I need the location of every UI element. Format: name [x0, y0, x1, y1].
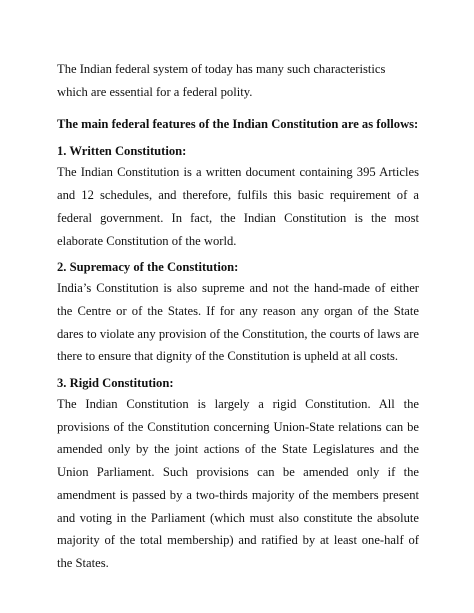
section-body: The Indian Constitution is largely a rigid Constitution. All the provisions of the Constitution concerning Union-State relations can be amended only by the joint actions of the State Legislatures and the Union Parliament. Such provisions can be amended only if the amendment is passed by a two-thirds majority of the members present and voting in the Parliament (which must also constitute the absolute majority of the total membership) and ratified by at least one-half of the States. [57, 397, 419, 570]
lead-heading: The main federal features of the Indian Constitution are as follows: [57, 117, 419, 132]
section-written-constitution [57, 141, 419, 252]
section-heading: 1. Written Constitution: [57, 144, 187, 159]
section-supremacy [57, 257, 419, 368]
intro-paragraph: The Indian federal system of today has many such characteristics which are essential for a federal polity. [57, 62, 386, 99]
document-page [57, 58, 419, 575]
section-heading: 2. Supremacy of the Constitution: [57, 260, 239, 275]
section-heading: 3. Rigid Constitution: [57, 376, 174, 391]
section-body: The Indian Constitution is a written document containing 395 Articles and 12 schedules, and therefore, fulfils this basic requirement of a federal government. In fact, the Indian Constitution is the most elaborate Constitution of the world. [57, 165, 419, 248]
section-body: India’s Constitution is also supreme and not the hand-made of either the Centre or of the States. If for any reason any organ of the State dares to violate any provision of the Constitution, the courts of laws are there to ensure that dignity of the Constitution is upheld at all costs. [57, 281, 419, 364]
section-rigid-constitution [57, 373, 419, 575]
